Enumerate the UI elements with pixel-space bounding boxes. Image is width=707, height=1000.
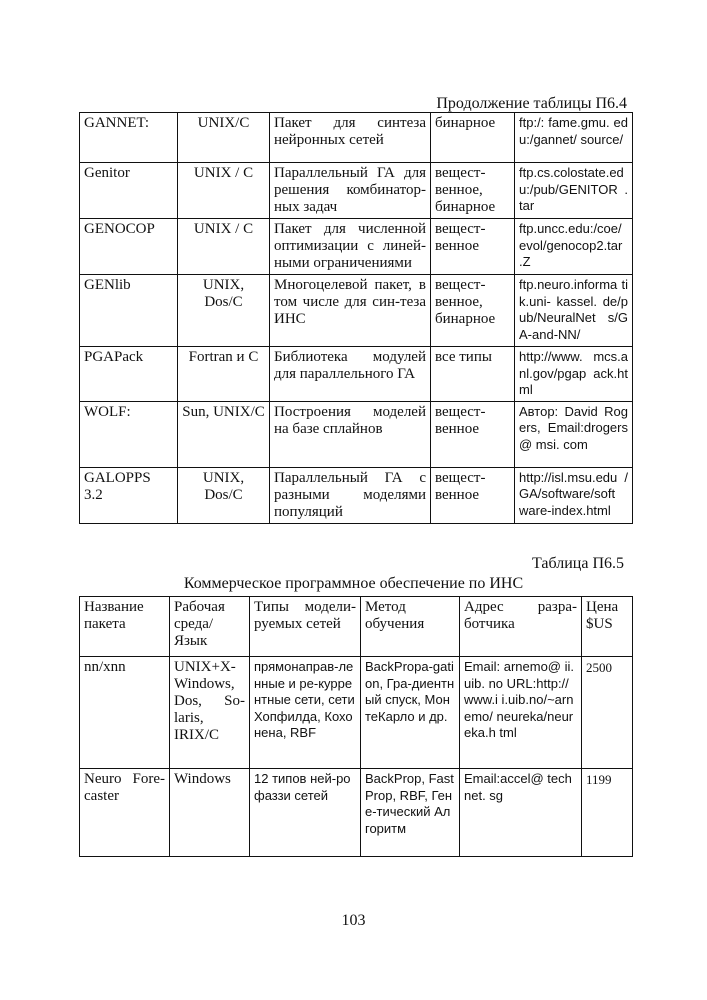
cell-method: BackProp, FastProp, RBF, Гене-тический Алгоритм: [361, 769, 460, 857]
cell-platform: UNIX / C: [178, 163, 270, 219]
cell-source: ftp.cs.colostate.ed u:/pub/GENITOR .tar: [515, 163, 633, 219]
cell-address: Email: arnemo@ ii.uib. no URL:http://www.i i.uib.no/~arnemo/ neureka/neureka.h tml: [460, 657, 582, 769]
table-row: [80, 657, 633, 769]
table-row: [80, 163, 633, 219]
cell-source: Автор: David Rogers, Email:drogers@ msi. com: [515, 401, 633, 467]
cell-price: 1199: [582, 769, 633, 857]
cell-platform: Sun, UNIX/C: [178, 401, 270, 467]
cell-name: GANNET:: [80, 113, 178, 163]
cell-type: вещест-венное, бинарное: [431, 163, 515, 219]
cell-platform: UNIX / C: [178, 219, 270, 275]
table-row: [80, 401, 633, 467]
cell-address: Email:accel@ technet. sg: [460, 769, 582, 857]
header-price: Цена $US: [582, 597, 633, 657]
cell-platform: UNIX/C: [178, 113, 270, 163]
cell-description: Пакет для численной оптимизации с линей-ными ограничениями: [270, 219, 431, 275]
cell-types: 12 типов ней-рофаззи сетей: [250, 769, 361, 857]
cell-types: прямонаправ-ленные и ре-куррентные сети, сети Хопфилда, Кохонена, RBF: [250, 657, 361, 769]
cell-source: ftp.neuro.informa tik.uni- kassel. de/pub/NeuralNet s/GA-and-NN/: [515, 275, 633, 347]
cell-type: вещест-венное, бинарное: [431, 275, 515, 347]
page-number: 103: [341, 912, 366, 929]
cell-type: вещест-венное: [431, 401, 515, 467]
cell-name: GENOCOP: [80, 219, 178, 275]
cell-description: Пакет для синтеза нейронных сетей: [270, 113, 431, 163]
cell-description: Параллельный ГА с разными моделями популяций: [270, 467, 431, 523]
table-row: [80, 347, 633, 402]
header-address: Адрес разра-ботчика: [460, 597, 582, 657]
cell-name: WOLF:: [80, 401, 178, 467]
table-row: [80, 467, 633, 523]
table-header-row: [80, 597, 633, 657]
cell-env: Windows: [170, 769, 250, 857]
cell-platform: Fortran и C: [178, 347, 270, 402]
cell-source: ftp.uncc.edu:/coe/ evol/genocop2.tar .Z: [515, 219, 633, 275]
header-types: Типы модели-руемых сетей: [250, 597, 361, 657]
cell-type: вещест-венное: [431, 219, 515, 275]
cell-source: ftp:/: fame.gmu. edu:/gannet/ source/: [515, 113, 633, 163]
cell-price: 2500: [582, 657, 633, 769]
table-row: [80, 769, 633, 857]
table-row: [80, 113, 633, 163]
cell-type: все типы: [431, 347, 515, 402]
cell-name: Neuro Fore-caster: [80, 769, 170, 857]
cell-name: GALOPPS 3.2: [80, 467, 178, 523]
cell-description: Библиотека модулей для параллельного ГА: [270, 347, 431, 402]
cell-name: GENlib: [80, 275, 178, 347]
cell-description: Многоцелевой пакет, в том числе для син-теза ИНС: [270, 275, 431, 347]
cell-platform: UNIX, Dos/C: [178, 467, 270, 523]
header-env: Рабочая среда/ Язык: [170, 597, 250, 657]
cell-name: PGAPack: [80, 347, 178, 402]
table-p6-4: [79, 112, 633, 524]
cell-platform: UNIX, Dos/C: [178, 275, 270, 347]
cell-method: BackPropa-gation, Гра-диентный спуск, МонтеКарло и др.: [361, 657, 460, 769]
cell-name: Genitor: [80, 163, 178, 219]
cell-env: UNIX+X-Windows, Dos, So-laris, IRIX/C: [170, 657, 250, 769]
cell-type: вещест-венное: [431, 467, 515, 523]
table-row: [80, 219, 633, 275]
header-name: Название пакета: [80, 597, 170, 657]
cell-name: nn/xnn: [80, 657, 170, 769]
table-title: Коммерческое программное обеспечение по ИНС: [183, 575, 524, 592]
cell-source: http://isl.msu.edu /GA/software/soft ware-index.html: [515, 467, 633, 523]
table-row: [80, 275, 633, 347]
table-number: Таблица П6.5: [532, 555, 624, 572]
header-method: Метод обучения: [361, 597, 460, 657]
table-p6-5: [79, 596, 633, 857]
cell-description: Построения моделей на базе сплайнов: [270, 401, 431, 467]
cell-source: http://www. mcs.anl.gov/pgap ack.html: [515, 347, 633, 402]
cell-description: Параллельный ГА для решения комбинатор-ных задач: [270, 163, 431, 219]
cell-type: бинарное: [431, 113, 515, 163]
table-continuation-caption: Продолжение таблицы П6.4: [436, 95, 627, 112]
